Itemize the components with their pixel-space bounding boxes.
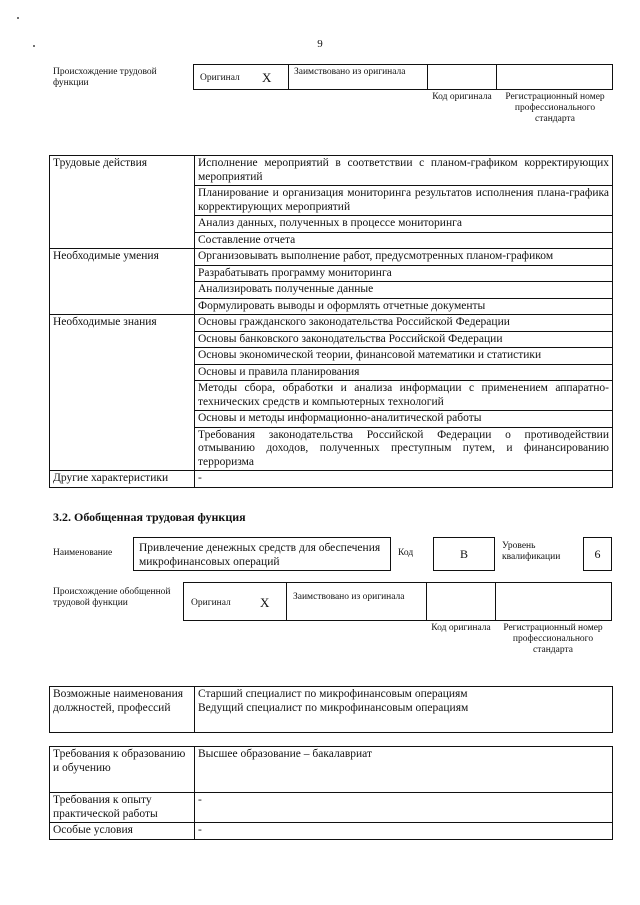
table-cell: Составление отчета bbox=[195, 232, 613, 249]
name-label: Наименование bbox=[53, 548, 113, 558]
row-label: Необходимые знания bbox=[50, 315, 195, 471]
table-row bbox=[50, 156, 613, 186]
table-cell: Анализировать полученные данные bbox=[195, 282, 613, 299]
requirements-table bbox=[49, 746, 613, 840]
name-value: Привлечение денежных средств для обеспечения микрофинансовых операций bbox=[139, 542, 381, 568]
row-label: Требования к образованию и обучению bbox=[50, 747, 195, 793]
table-cell: Основы и методы информационно-аналитической работы bbox=[195, 411, 613, 428]
original-mark: X bbox=[260, 595, 270, 610]
table-cell: Основы экономической теории, финансовой математики и статистики bbox=[195, 348, 613, 365]
level-label: Уровень квалификации bbox=[502, 541, 561, 562]
row-label: Требования к опыту практической работы bbox=[50, 793, 195, 823]
origin-label: Происхождение обобщенной трудовой функции bbox=[53, 587, 171, 608]
table-row bbox=[50, 687, 613, 733]
original-mark: X bbox=[262, 70, 272, 85]
table-row bbox=[50, 471, 613, 488]
code-cell bbox=[427, 64, 497, 90]
labour-function-table bbox=[49, 155, 613, 488]
borrowed-cell bbox=[288, 64, 428, 90]
row-label: Особые условия bbox=[50, 823, 195, 840]
reg-caption: Регистрационный номер профессионального стандарта bbox=[503, 623, 603, 655]
table-row bbox=[50, 793, 613, 823]
code-value-cell bbox=[433, 537, 495, 571]
table-cell: Основы банковского законодательства Российской Федерации bbox=[195, 331, 613, 348]
table-cell bbox=[195, 687, 613, 733]
code-cell bbox=[426, 582, 496, 621]
section-heading: 3.2. Обобщенная трудовая функция bbox=[53, 510, 246, 524]
row-label: Необходимые умения bbox=[50, 249, 195, 315]
position-item: Старший специалист по микрофинансовым операциям bbox=[198, 688, 468, 700]
table-cell: Разрабатывать программу мониторинга bbox=[195, 265, 613, 282]
table-row bbox=[50, 747, 613, 793]
table-row bbox=[50, 315, 613, 332]
table-cell: Анализ данных, полученных в процессе мониторинга bbox=[195, 216, 613, 233]
reg-number-cell bbox=[495, 582, 612, 621]
origin-label: Происхождение трудовой функции bbox=[53, 67, 157, 88]
reg-caption: Регистрационный номер профессионального стандарта bbox=[505, 92, 605, 124]
original-label: Оригинал bbox=[200, 73, 240, 83]
table-cell: - bbox=[195, 793, 613, 823]
row-label: Возможные наименования должностей, профессий bbox=[50, 687, 195, 733]
table-cell: Формулировать выводы и оформлять отчетные документы bbox=[195, 298, 613, 315]
table-row bbox=[50, 249, 613, 266]
table-cell: - bbox=[195, 471, 613, 488]
table-cell: - bbox=[195, 823, 613, 840]
code-caption: Код оригинала bbox=[432, 92, 492, 102]
reg-number-cell bbox=[496, 64, 613, 90]
position-item: Ведущий специалист по микрофинансовым операциям bbox=[198, 701, 469, 714]
code-caption: Код оригинала bbox=[431, 623, 491, 633]
level-value: 6 bbox=[594, 547, 601, 561]
table-cell: Организовывать выполнение работ, предусмотренных планом-графиком bbox=[195, 249, 613, 266]
original-cell bbox=[193, 64, 289, 90]
table-row bbox=[50, 823, 613, 840]
original-label: Оригинал bbox=[191, 598, 231, 608]
code-value: B bbox=[459, 547, 468, 561]
table-cell: Основы гражданского законодательства Российской Федерации bbox=[195, 315, 613, 332]
borrowed-cell bbox=[286, 582, 427, 621]
table-cell: Высшее образование – бакалавриат bbox=[195, 747, 613, 793]
table-cell: Требования законодательства Российской Федерации о противодействии отмыванию доходов, полученных преступным путем, и финансированию терроризма bbox=[195, 427, 613, 471]
positions-table bbox=[49, 686, 613, 733]
table-cell: Методы сбора, обработки и анализа информации с применением аппаратно-технических средств и компьютерных технологий bbox=[195, 381, 613, 411]
name-value-cell bbox=[133, 537, 391, 571]
row-label: Другие характеристики bbox=[50, 471, 195, 488]
code-label: Код bbox=[398, 548, 414, 558]
borrowed-label: Заимствовано из оригинала bbox=[294, 67, 406, 77]
table-cell: Исполнение мероприятий в соответствии с планом-графиком корректирующих мероприятий bbox=[195, 156, 613, 186]
page-number: 9 bbox=[317, 38, 323, 50]
row-label: Трудовые действия bbox=[50, 156, 195, 249]
table-cell: Планирование и организация мониторинга результатов исполнения плана-графика корректирующих мероприятий bbox=[195, 186, 613, 216]
original-cell bbox=[183, 582, 287, 621]
scan-speck bbox=[17, 17, 19, 19]
table-cell: Основы и правила планирования bbox=[195, 364, 613, 381]
level-value-cell bbox=[583, 537, 612, 571]
borrowed-label: Заимствовано из оригинала bbox=[293, 592, 405, 602]
